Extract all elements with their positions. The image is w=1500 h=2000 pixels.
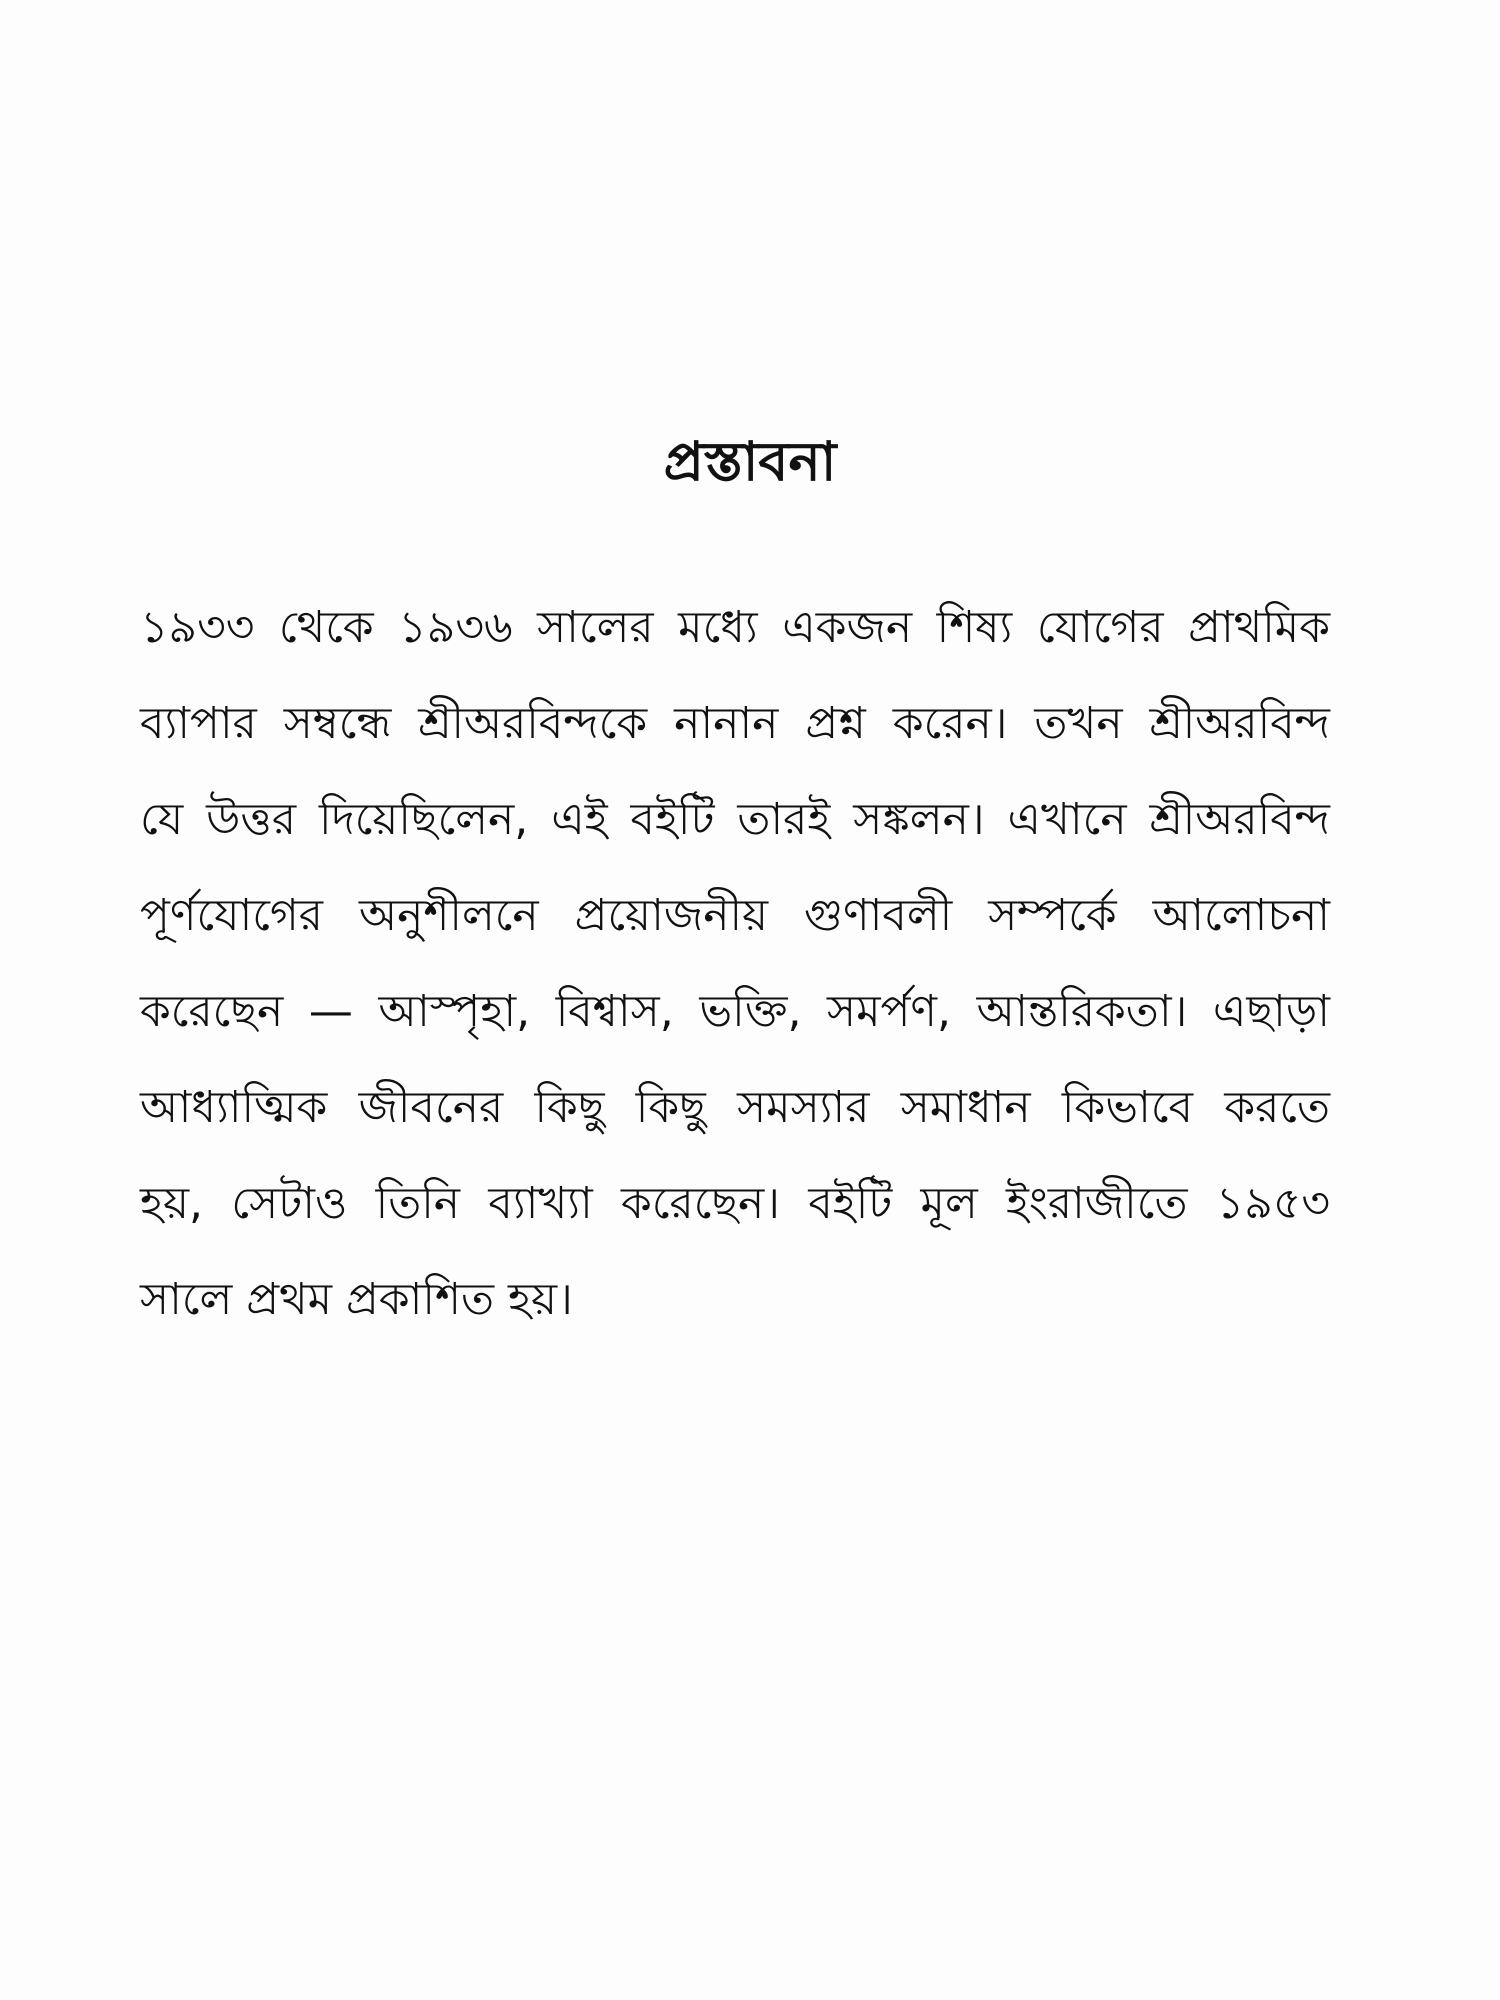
- paragraph-line: আধ্যাত্মিক জীবনের কিছু কিছু সমস্যার সমাধান কিভাবে করতে: [140, 1082, 1330, 1133]
- page-title: প্রস্তাবনা: [663, 430, 837, 493]
- paragraph-line: হয়, সেটাও তিনি ব্যাখ্যা করেছেন। বইটি মূল ইংরাজীতে ১৯৫৩: [140, 1178, 1330, 1229]
- paragraph-line: সালে প্রথম প্রকাশিত হয়।: [140, 1274, 573, 1325]
- paragraph-line: ১৯৩৩ থেকে ১৯৩৬ সালের মধ্যে একজন শিষ্য যোগের প্রাথমিক: [140, 602, 1330, 653]
- paragraph-line: যে উত্তর দিয়েছিলেন, এই বইটি তারই সঙ্কলন। এখানে শ্রীঅরবিন্দ: [140, 794, 1330, 845]
- preface-paragraph: [140, 580, 1330, 1348]
- paragraph-line: করেছেন — আস্পৃহা, বিশ্বাস, ভক্তি, সমর্পণ, আন্তরিকতা। এছাড়া: [140, 986, 1330, 1037]
- paragraph-line: ব্যাপার সম্বন্ধে শ্রীঅরবিন্দকে নানান প্রশ্ন করেন। তখন শ্রীঅরবিন্দ: [140, 698, 1330, 749]
- paragraph-line: পূর্ণযোগের অনুশীলনে প্রয়োজনীয় গুণাবলী সম্পর্কে আলোচনা: [140, 890, 1330, 941]
